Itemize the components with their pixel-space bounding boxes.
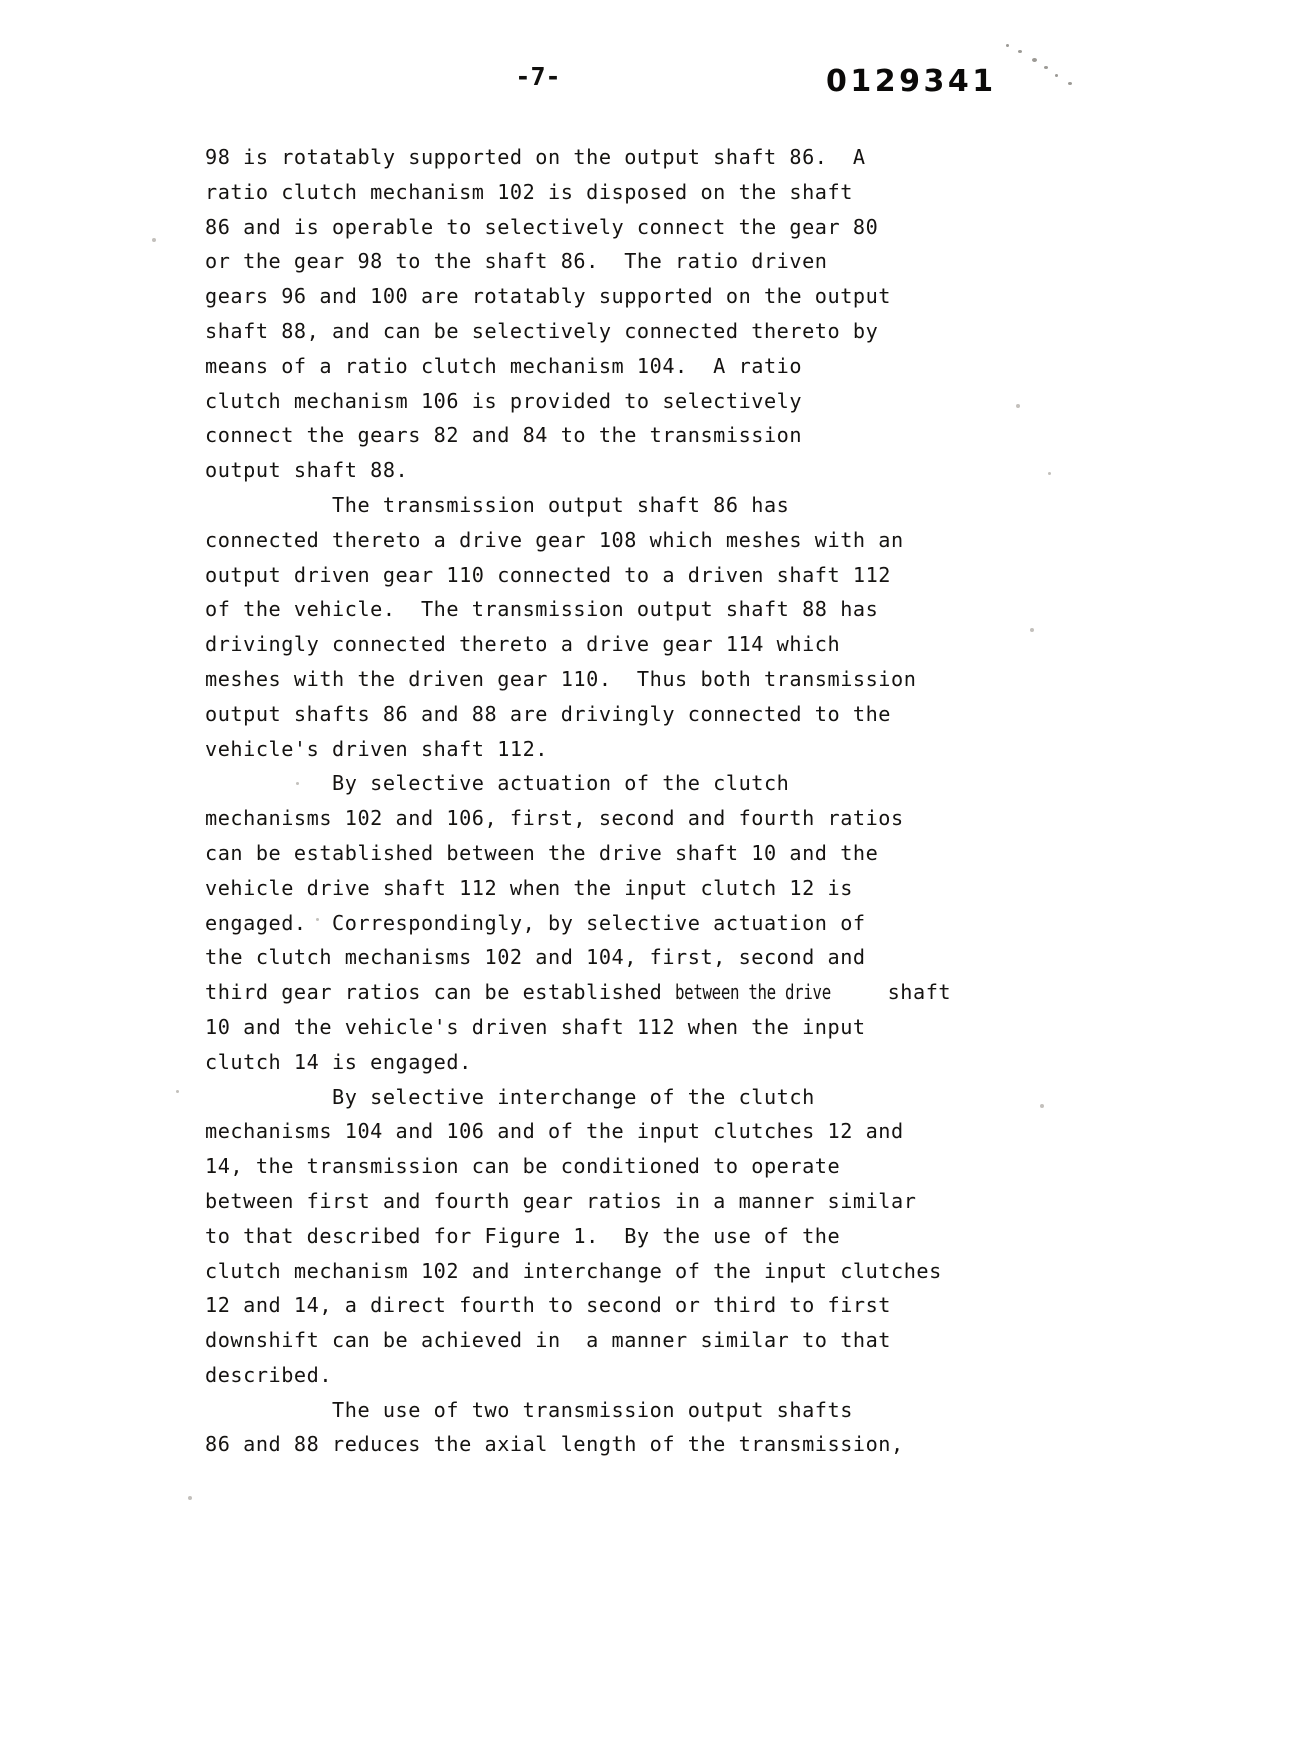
body-text — [205, 140, 1005, 1462]
text-line: or the gear 98 to the shaft 86. The ratio driven — [205, 249, 828, 274]
text-line: meshes with the driven gear 110. Thus both transmission — [205, 666, 917, 691]
text-line: the clutch mechanisms 102 and 104, first, second and — [205, 945, 866, 970]
text-line: means of a ratio clutch mechanism 104. A ratio — [205, 353, 803, 378]
text-line: mechanisms 104 and 106 and of the input clutches 12 and — [205, 1119, 904, 1144]
text-line: vehicle's driven shaft 112. — [205, 736, 549, 761]
scan-speckle — [1018, 50, 1022, 53]
scan-dust — [152, 238, 156, 242]
text-line: clutch mechanism 102 and interchange of the input clutches — [205, 1258, 942, 1283]
patent-number: 0129341 — [826, 64, 997, 99]
scan-dust — [1016, 404, 1020, 408]
text-line: 86 and 88 reduces the axial length of the transmission, — [205, 1432, 904, 1457]
text-line: 86 and is operable to selectively connect the gear 80 — [205, 214, 879, 239]
scan-dust — [176, 1090, 179, 1093]
text-line: The transmission output shaft 86 has — [205, 492, 790, 517]
scan-dust — [1040, 1104, 1044, 1108]
scan-dust — [1048, 472, 1051, 475]
text-line: described. — [205, 1362, 333, 1387]
scan-speckle — [1044, 66, 1048, 69]
text-line: By selective interchange of the clutch — [205, 1084, 815, 1109]
text-line: can be established between the drive shaft 10 and the — [205, 840, 879, 865]
text-line: downshift can be achieved in a manner similar to that — [205, 1328, 892, 1353]
text-line: output shafts 86 and 88 are drivingly connected to the — [205, 701, 892, 726]
text-line: The use of two transmission output shafts — [205, 1397, 853, 1422]
text-line: drivingly connected thereto a drive gear 114 which — [205, 632, 841, 657]
scan-speckle — [1068, 82, 1072, 85]
text-line: output driven gear 110 connected to a driven shaft 112 — [205, 562, 892, 587]
text-line: mechanisms 102 and 106, first, second and fourth ratios — [205, 806, 904, 831]
text-line-overstrike — [205, 975, 1005, 1010]
text-line: 10 and the vehicle's driven shaft 112 when the input — [205, 1014, 866, 1039]
text-line: clutch 14 is engaged. — [205, 1049, 472, 1074]
overstruck-text: between the drive — [675, 980, 831, 1005]
text-line: vehicle drive shaft 112 when the input clutch 12 is — [205, 875, 853, 900]
text-line: 12 and 14, a direct fourth to second or third to first — [205, 1293, 892, 1318]
scan-speckle — [1032, 58, 1037, 62]
text-line: gears 96 and 100 are rotatably supported on the output — [205, 284, 892, 309]
text-line: ratio clutch mechanism 102 is disposed on the shaft — [205, 179, 853, 204]
scan-speckle — [1006, 44, 1009, 47]
scan-dust — [1030, 628, 1034, 632]
text-line: of the vehicle. The transmission output shaft 88 has — [205, 597, 879, 622]
line-prefix: third gear ratios can be established — [205, 980, 676, 1005]
page-header — [0, 62, 1296, 122]
text-line: By selective actuation of the clutch — [205, 771, 790, 796]
line-suffix: shaft — [874, 980, 952, 1005]
text-line: shaft 88, and can be selectively connected thereto by — [205, 318, 879, 343]
text-line: output shaft 88. — [205, 458, 409, 483]
text-line: connect the gears 82 and 84 to the transmission — [205, 423, 803, 448]
text-line: between first and fourth gear ratios in a manner similar — [205, 1188, 917, 1213]
scan-dust — [188, 1496, 192, 1500]
text-line: to that described for Figure 1. By the use of the — [205, 1223, 841, 1248]
text-line: 98 is rotatably supported on the output shaft 86. A — [205, 145, 866, 169]
text-line: 14, the transmission can be conditioned to operate — [205, 1154, 841, 1179]
scan-speckle — [1055, 74, 1058, 77]
page-number: -7- — [515, 62, 561, 91]
text-line: engaged. Correspondingly, by selective actuation of — [205, 910, 866, 935]
text-line: clutch mechanism 106 is provided to selectively — [205, 388, 803, 413]
text-line: connected thereto a drive gear 108 which meshes with an — [205, 527, 904, 552]
